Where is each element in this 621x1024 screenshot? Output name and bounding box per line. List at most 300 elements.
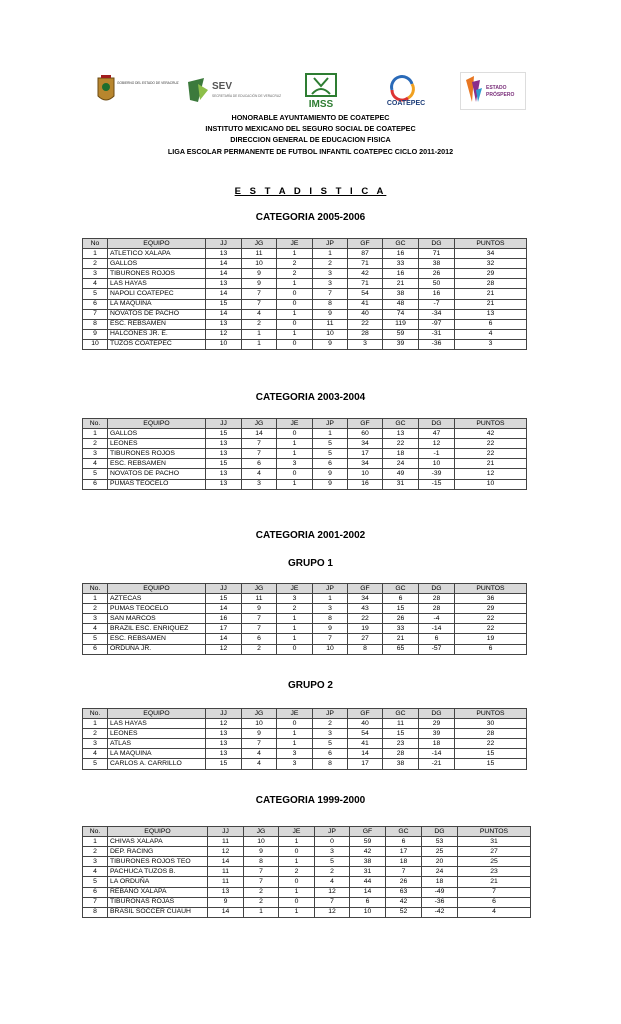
column-header: DG xyxy=(419,239,455,249)
table-cell: 10 xyxy=(350,907,386,917)
table-cell: 3 xyxy=(315,847,350,857)
table-cell: 9 xyxy=(83,329,108,339)
table-cell: 59 xyxy=(350,837,386,847)
table-cell: 18 xyxy=(386,857,422,867)
column-header: GF xyxy=(350,827,386,837)
table-cell: 24 xyxy=(383,459,419,469)
table-cell: 39 xyxy=(383,339,419,349)
table-cell: 8 xyxy=(244,857,279,867)
table-cell: 4 xyxy=(242,749,277,759)
table-cell: 0 xyxy=(277,339,313,349)
table-cell: 2 xyxy=(244,897,279,907)
table-cell: 13 xyxy=(206,449,242,459)
table-cell: 16 xyxy=(419,289,455,299)
column-header: GC xyxy=(383,709,419,719)
table-cell: 65 xyxy=(383,644,419,654)
table-cell: 3 xyxy=(83,614,108,624)
table-cell: 28 xyxy=(455,729,527,739)
estado-prospero-logo xyxy=(460,72,526,110)
column-header: JE xyxy=(277,584,313,594)
table-cell: 1 xyxy=(313,429,348,439)
table-cell: 22 xyxy=(455,449,527,459)
table-cell: 2 xyxy=(277,259,313,269)
table-cell: 8 xyxy=(313,299,348,309)
table-cell: 21 xyxy=(455,299,527,309)
table-cell: 6 xyxy=(386,837,422,847)
table-cell: 2 xyxy=(83,259,108,269)
table-cell: 31 xyxy=(383,479,419,489)
table-cell: 26 xyxy=(419,269,455,279)
table-header-row xyxy=(83,239,527,249)
table-cell: -34 xyxy=(419,309,455,319)
table-cell: 23 xyxy=(383,739,419,749)
table-cell: 47 xyxy=(419,429,455,439)
table-cell: 60 xyxy=(348,429,383,439)
table-cell: 11 xyxy=(208,877,244,887)
table-cell: 4 xyxy=(315,877,350,887)
table-cell: 5 xyxy=(313,439,348,449)
team-name-cell: CHIVAS XALAPA xyxy=(108,837,208,847)
table-cell: 7 xyxy=(242,449,277,459)
table-cell: 24 xyxy=(422,867,458,877)
table-row xyxy=(83,429,527,439)
table-cell: 1 xyxy=(279,857,315,867)
table-cell: 13 xyxy=(206,729,242,739)
table-row xyxy=(83,469,527,479)
header-line-3: DIRECCION GENERAL DE EDUCACION FISICA xyxy=(230,135,391,144)
table-cell: 1 xyxy=(83,429,108,439)
column-header: No. xyxy=(83,584,108,594)
table-cell: 31 xyxy=(350,867,386,877)
table-cell: 4 xyxy=(242,469,277,479)
estado-text: ESTADO xyxy=(486,85,507,91)
table-cell: 26 xyxy=(383,614,419,624)
column-header: EQUIPO xyxy=(108,709,206,719)
table-cell: 7 xyxy=(242,289,277,299)
group-2-title: GRUPO 2 xyxy=(287,680,333,691)
table-cell: 15 xyxy=(206,299,242,309)
table-cell: 0 xyxy=(279,877,315,887)
table-cell: 16 xyxy=(206,614,242,624)
table-cell: 3 xyxy=(83,269,108,279)
table-cell: 9 xyxy=(242,729,277,739)
table-cell: 34 xyxy=(455,249,527,259)
table-header-row xyxy=(83,709,527,719)
team-name-cell: LEONES xyxy=(108,729,206,739)
table-cell: 6 xyxy=(83,299,108,309)
column-header: DG xyxy=(419,709,455,719)
table-cell: 59 xyxy=(383,329,419,339)
team-name-cell: LEONES xyxy=(108,439,206,449)
team-name-cell: NOVATOS DE PACHO xyxy=(108,469,206,479)
team-name-cell: ORDUÑA JR. xyxy=(108,644,206,654)
table-cell: 6 xyxy=(419,634,455,644)
table-row xyxy=(83,644,527,654)
table-cell: 3 xyxy=(313,729,348,739)
table-cell: 4 xyxy=(242,309,277,319)
table-cell: 7 xyxy=(83,897,108,907)
table-cell: 9 xyxy=(313,469,348,479)
table-cell: 13 xyxy=(206,439,242,449)
table-row xyxy=(83,867,531,877)
prospero-text: PRÓSPERO xyxy=(486,92,515,98)
team-name-cell: DEP. RACING xyxy=(108,847,208,857)
table-cell: 1 xyxy=(83,719,108,729)
column-header: DG xyxy=(419,419,455,429)
table-row xyxy=(83,289,527,299)
team-name-cell: CARLOS A. CARRILLO xyxy=(108,759,206,769)
table-row xyxy=(83,749,527,759)
table-cell: 13 xyxy=(206,739,242,749)
table-cell: 4 xyxy=(83,624,108,634)
table-cell: 12 xyxy=(315,887,350,897)
table-cell: 6 xyxy=(383,594,419,604)
table-cell: 14 xyxy=(350,887,386,897)
table-cell: 5 xyxy=(83,759,108,769)
table-cell: 0 xyxy=(277,719,313,729)
table-cell: 10 xyxy=(313,329,348,339)
table-cell: 25 xyxy=(422,847,458,857)
column-header: GC xyxy=(383,419,419,429)
category-2005-2006-title: CATEGORIA 2005-2006 xyxy=(255,212,366,223)
column-header: GF xyxy=(348,709,383,719)
table-cell: 6 xyxy=(83,887,108,897)
standings-table-1999-2000 xyxy=(82,826,531,918)
table-cell: 38 xyxy=(350,857,386,867)
team-name-cell: GALLOS xyxy=(108,429,206,439)
column-header: JE xyxy=(277,239,313,249)
table-cell: 31 xyxy=(458,837,531,847)
table-cell: 9 xyxy=(242,279,277,289)
table-row xyxy=(83,329,527,339)
table-cell: 5 xyxy=(313,449,348,459)
table-cell: 12 xyxy=(208,847,244,857)
table-cell: 42 xyxy=(350,847,386,857)
table-cell: 38 xyxy=(419,259,455,269)
table-cell: 54 xyxy=(348,729,383,739)
table-cell: 1 xyxy=(279,887,315,897)
team-name-cell: REBAÑO XALAPA xyxy=(108,887,208,897)
table-cell: 7 xyxy=(242,439,277,449)
table-cell: 13 xyxy=(206,469,242,479)
table-cell: 6 xyxy=(455,319,527,329)
column-header: JP xyxy=(313,419,348,429)
table-cell: -39 xyxy=(419,469,455,479)
table-cell: 9 xyxy=(313,309,348,319)
column-header: PUNTOS xyxy=(455,584,527,594)
table-cell: 8 xyxy=(313,614,348,624)
table-row xyxy=(83,319,527,329)
table-cell: 0 xyxy=(277,429,313,439)
table-cell: 16 xyxy=(383,249,419,259)
standings-table-group-2 xyxy=(82,708,527,770)
table-cell: 52 xyxy=(386,907,422,917)
column-header: PUNTOS xyxy=(455,239,527,249)
imss-logo xyxy=(298,72,344,110)
table-cell: 3 xyxy=(455,339,527,349)
team-name-cell: PUMAS TEOCELO xyxy=(108,604,206,614)
table-cell: 21 xyxy=(455,289,527,299)
table-row xyxy=(83,279,527,289)
table-cell: 7 xyxy=(313,634,348,644)
table-cell: 12 xyxy=(206,719,242,729)
table-row xyxy=(83,299,527,309)
team-name-cell: LA ORDUÑA xyxy=(108,877,208,887)
table-cell: 4 xyxy=(242,759,277,769)
column-header: GF xyxy=(348,239,383,249)
table-cell: 12 xyxy=(206,644,242,654)
table-cell: -31 xyxy=(419,329,455,339)
table-cell: -42 xyxy=(422,907,458,917)
sev-logo xyxy=(186,72,282,110)
table-cell: 36 xyxy=(455,594,527,604)
table-cell: 5 xyxy=(83,289,108,299)
column-header: No. xyxy=(83,709,108,719)
table-cell: -36 xyxy=(422,897,458,907)
team-name-cell: ATLETICO XALAPA xyxy=(108,249,206,259)
table-cell: 2 xyxy=(313,719,348,729)
table-cell: 27 xyxy=(458,847,531,857)
table-cell: 7 xyxy=(242,739,277,749)
team-name-cell: TIBURONES ROJOS TEO xyxy=(108,857,208,867)
table-cell: 10 xyxy=(242,719,277,729)
table-cell: 5 xyxy=(315,857,350,867)
column-header: GC xyxy=(383,584,419,594)
table-cell: 17 xyxy=(348,759,383,769)
table-cell: 13 xyxy=(455,309,527,319)
table-cell: 48 xyxy=(383,299,419,309)
header-line-4: LIGA ESCOLAR PERMANENTE DE FUTBOL INFANTIL COATEPEC CICLO 2011-2012 xyxy=(167,147,454,156)
table-cell: 87 xyxy=(348,249,383,259)
table-cell: 2 xyxy=(83,439,108,449)
table-cell: 6 xyxy=(313,459,348,469)
table-cell: 71 xyxy=(419,249,455,259)
table-cell: 28 xyxy=(419,604,455,614)
table-cell: 14 xyxy=(206,289,242,299)
table-cell: 18 xyxy=(422,877,458,887)
column-header: JP xyxy=(313,584,348,594)
team-name-cell: PACHUCA TUZOS B. xyxy=(108,867,208,877)
table-cell: 29 xyxy=(455,269,527,279)
column-header: GF xyxy=(348,584,383,594)
table-cell: 119 xyxy=(383,319,419,329)
sev-text: SEV xyxy=(212,81,233,92)
table-cell: 3 xyxy=(313,279,348,289)
team-name-cell: NAPOLI COATEPEC xyxy=(108,289,206,299)
column-header: No. xyxy=(83,827,108,837)
table-cell: 1 xyxy=(83,249,108,259)
table-cell: 3 xyxy=(83,857,108,867)
table-cell: 1 xyxy=(279,907,315,917)
table-cell: 12 xyxy=(206,329,242,339)
table-row xyxy=(83,907,531,917)
table-cell: 29 xyxy=(419,719,455,729)
table-cell: 6 xyxy=(313,749,348,759)
table-cell: 6 xyxy=(350,897,386,907)
table-cell: 4 xyxy=(455,329,527,339)
table-cell: 39 xyxy=(419,729,455,739)
statistics-title: E S T A D I S T I C A xyxy=(234,186,387,197)
table-row xyxy=(83,759,527,769)
table-cell: 13 xyxy=(206,479,242,489)
table-cell: 40 xyxy=(348,719,383,729)
table-cell: -49 xyxy=(422,887,458,897)
table-cell: 3 xyxy=(242,479,277,489)
column-header: JG xyxy=(242,584,277,594)
table-cell: 3 xyxy=(313,269,348,279)
column-header: DG xyxy=(419,584,455,594)
team-name-cell: TIBURONES ROJOS xyxy=(108,449,206,459)
team-name-cell: ESC. REBSAMEN xyxy=(108,319,206,329)
table-cell: 2 xyxy=(315,867,350,877)
table-row xyxy=(83,837,531,847)
table-cell: 32 xyxy=(455,259,527,269)
table-cell: 7 xyxy=(242,614,277,624)
column-header: EQUIPO xyxy=(108,584,206,594)
table-cell: 9 xyxy=(244,847,279,857)
table-cell: 34 xyxy=(348,594,383,604)
table-cell: 7 xyxy=(242,299,277,309)
table-cell: 41 xyxy=(348,299,383,309)
table-cell: 8 xyxy=(83,319,108,329)
veracruz-government-logo xyxy=(92,72,179,110)
table-cell: 71 xyxy=(348,259,383,269)
standings-table-2003-2004 xyxy=(82,418,527,490)
team-name-cell: NOVATOS DE PACHO xyxy=(108,309,206,319)
table-cell: 1 xyxy=(277,309,313,319)
table-cell: 34 xyxy=(348,439,383,449)
table-cell: 74 xyxy=(383,309,419,319)
table-cell: 22 xyxy=(383,439,419,449)
table-row xyxy=(83,479,527,489)
table-cell: -15 xyxy=(419,479,455,489)
team-name-cell: LAS HAYAS xyxy=(108,279,206,289)
table-cell: 1 xyxy=(244,907,279,917)
table-cell: 33 xyxy=(383,624,419,634)
table-cell: 15 xyxy=(206,759,242,769)
table-cell: 6 xyxy=(83,644,108,654)
category-2003-2004-title: CATEGORIA 2003-2004 xyxy=(255,392,366,403)
column-header: JJ xyxy=(206,419,242,429)
table-cell: 22 xyxy=(455,624,527,634)
table-cell: 1 xyxy=(279,837,315,847)
table-cell: 28 xyxy=(383,749,419,759)
column-header: EQUIPO xyxy=(108,827,208,837)
table-cell: 28 xyxy=(348,329,383,339)
table-cell: 1 xyxy=(83,837,108,847)
column-header: PUNTOS xyxy=(458,827,531,837)
table-cell: 22 xyxy=(455,614,527,624)
table-cell: 12 xyxy=(315,907,350,917)
table-row xyxy=(83,897,531,907)
table-cell: 16 xyxy=(383,269,419,279)
table-row xyxy=(83,887,531,897)
team-name-cell: AZTECAS xyxy=(108,594,206,604)
table-cell: 7 xyxy=(458,887,531,897)
table-cell: 49 xyxy=(383,469,419,479)
column-header: JP xyxy=(313,709,348,719)
table-cell: 4 xyxy=(83,279,108,289)
table-cell: 3 xyxy=(277,594,313,604)
table-cell: 12 xyxy=(455,469,527,479)
table-cell: 10 xyxy=(244,837,279,847)
table-cell: 15 xyxy=(206,459,242,469)
table-cell: 3 xyxy=(83,739,108,749)
coatepec-logo xyxy=(378,72,434,110)
table-cell: 11 xyxy=(242,249,277,259)
table-cell: 42 xyxy=(348,269,383,279)
team-name-cell: ESC. REBSAMEN xyxy=(108,459,206,469)
table-cell: 7 xyxy=(83,309,108,319)
column-header: No xyxy=(83,239,108,249)
table-cell: 53 xyxy=(422,837,458,847)
table-cell: 0 xyxy=(277,319,313,329)
table-cell: 2 xyxy=(313,259,348,269)
table-cell: 1 xyxy=(277,329,313,339)
table-cell: 0 xyxy=(279,897,315,907)
column-header: GC xyxy=(383,239,419,249)
column-header: JG xyxy=(242,239,277,249)
table-cell: 2 xyxy=(277,604,313,614)
table-row xyxy=(83,309,527,319)
table-cell: 19 xyxy=(348,624,383,634)
table-cell: 2 xyxy=(242,644,277,654)
table-cell: 1 xyxy=(313,249,348,259)
table-cell: 14 xyxy=(206,634,242,644)
table-cell: 18 xyxy=(419,739,455,749)
team-name-cell: PUMAS TEOCELO xyxy=(108,479,206,489)
table-cell: 21 xyxy=(455,459,527,469)
table-row xyxy=(83,857,531,867)
table-cell: 9 xyxy=(313,479,348,489)
table-row xyxy=(83,729,527,739)
table-cell: 33 xyxy=(383,259,419,269)
table-row xyxy=(83,719,527,729)
table-cell: -21 xyxy=(419,759,455,769)
table-cell: 13 xyxy=(206,749,242,759)
table-cell: 12 xyxy=(419,439,455,449)
team-name-cell: LA MAQUINA xyxy=(108,299,206,309)
table-cell: 28 xyxy=(419,594,455,604)
column-header: GC xyxy=(386,827,422,837)
table-row xyxy=(83,877,531,887)
table-cell: 25 xyxy=(458,857,531,867)
table-cell: 6 xyxy=(458,897,531,907)
table-cell: 2 xyxy=(279,867,315,877)
table-cell: 10 xyxy=(242,259,277,269)
standings-table-group-1 xyxy=(82,583,527,655)
column-header: JE xyxy=(277,419,313,429)
table-cell: 7 xyxy=(315,897,350,907)
table-cell: 17 xyxy=(348,449,383,459)
table-cell: 13 xyxy=(206,319,242,329)
table-cell: 3 xyxy=(83,449,108,459)
table-cell: 21 xyxy=(458,877,531,887)
table-cell: 7 xyxy=(244,877,279,887)
table-cell: 2 xyxy=(244,887,279,897)
table-cell: 11 xyxy=(313,319,348,329)
column-header: PUNTOS xyxy=(455,419,527,429)
column-header: JG xyxy=(244,827,279,837)
table-row xyxy=(83,624,527,634)
table-cell: 14 xyxy=(208,907,244,917)
column-header: JG xyxy=(242,709,277,719)
table-cell: 1 xyxy=(242,339,277,349)
team-name-cell: BRASIL SOCCER CUAUH xyxy=(108,907,208,917)
table-cell: 5 xyxy=(83,469,108,479)
table-cell: -36 xyxy=(419,339,455,349)
table-cell: 4 xyxy=(458,907,531,917)
